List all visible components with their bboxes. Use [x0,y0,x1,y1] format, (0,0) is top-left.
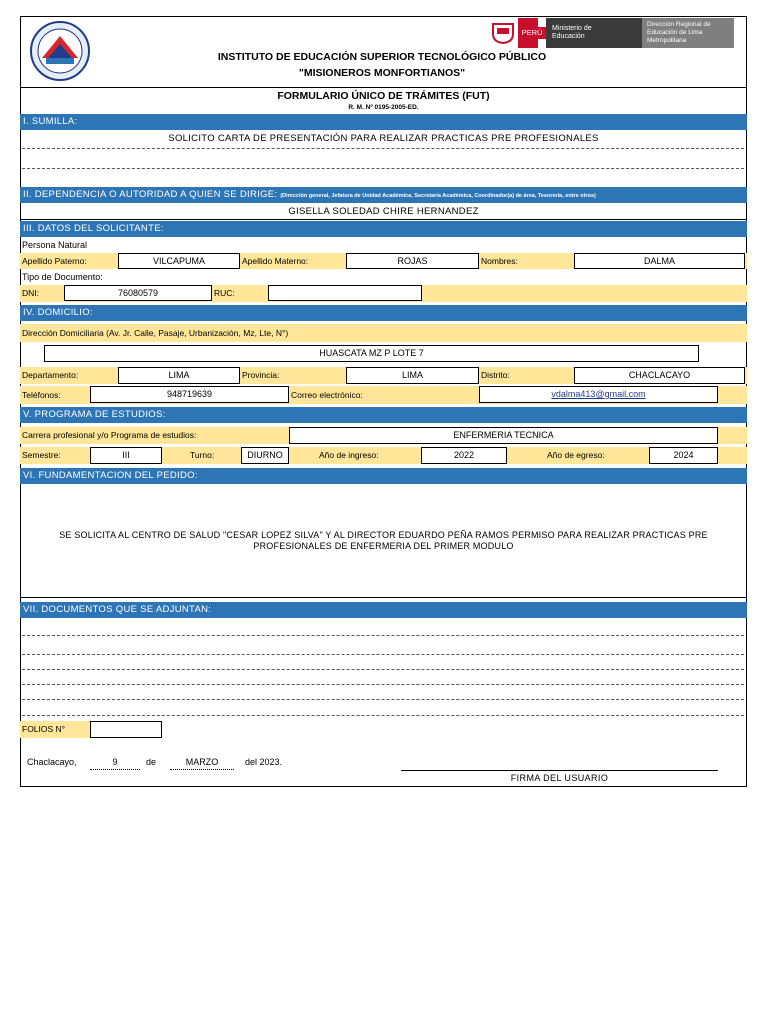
turno-field[interactable]: DIURNO [241,447,289,464]
ruc-field[interactable] [268,285,422,301]
carrera-label: Carrera profesional y/o Programa de estudios: [22,430,197,440]
section-solicitante-header: III. DATOS DEL SOLICITANTE: [20,221,747,237]
dni-label: DNI: [22,288,39,298]
documentos-line-3[interactable] [22,669,744,670]
nombres-label: Nombres: [481,256,518,266]
section-dependencia-header: II. DEPENDENCIA O AUTORIDAD A QUIEN SE DIRIGE: (Dirección general, Jefatura de Unidad Académica, Secretaría Académica, Coordinador(a) de área, Tesorería, entre otros) [20,187,747,203]
peru-shield-icon [490,22,516,44]
correo-field[interactable]: vdalma413@gmail.com [479,386,718,403]
direccion-label: Dirección Domiciliaria (Av. Jr. Calle, Pasaje, Urbanización, Mz, Lte, N°) [20,324,747,342]
provincia-label: Provincia: [242,370,280,380]
distrito-field[interactable]: CHACLACAYO [574,367,745,384]
apellido-paterno-field[interactable]: VILCAPUMA [118,253,240,269]
turno-label: Turno: [190,450,215,460]
semestre-label: Semestre: [22,450,61,460]
persona-natural-label: Persona Natural [22,240,88,250]
distrito-label: Distrito: [481,370,510,380]
signature-line[interactable] [401,770,718,771]
date-de: de [146,757,157,767]
institute-subname: "MISIONEROS MONFORTIANOS" [298,67,466,79]
gov-direction: Dirección Regional de Educación de Lima Metropolitana [642,18,734,48]
departamento-label: Departamento: [22,370,79,380]
sumilla-text[interactable]: SOLICITO CARTA DE PRESENTACIÓN PARA REALIZAR PRACTICAS PRE PROFESIONALES [168,133,599,144]
section-documentos-header: VII. DOCUMENTOS QUE SE ADJUNTAN: [20,602,747,618]
departamento-field[interactable]: LIMA [118,367,240,384]
signature-label: FIRMA DEL USUARIO [510,773,609,783]
section-fundamentacion-header: VI. FUNDAMENTACION DEL PEDIDO: [20,468,747,484]
tipo-documento-label: Tipo de Documento: [22,272,103,282]
date-year: del 2023. [245,757,283,767]
date-day[interactable]: 9 [90,757,140,770]
direccion-field[interactable]: HUASCATA MZ P LOTE 7 [44,345,699,362]
nombres-field[interactable]: DALMA [574,253,745,269]
folios-label: FOLIOS N° [20,721,90,738]
telefonos-field[interactable]: 948719639 [90,386,289,403]
government-logo [488,18,734,48]
egreso-field[interactable]: 2024 [649,447,718,464]
ingreso-label: Año de ingreso: [319,450,379,460]
institute-name: INSTITUTO DE EDUCACIÓN SUPERIOR TECNOLÓGICO PÚBLICO [217,51,547,63]
telefonos-label: Teléfonos: [22,390,61,400]
documentos-line-4[interactable] [22,684,744,685]
fundamentacion-line1: SE SOLICITA AL CENTRO DE SALUD "CESAR LOPEZ SILVA" Y AL DIRECTOR EDUARDO PEÑA RAMOS PERMISO PARA REALIZAR PRACTICAS PRE [59,530,708,540]
section-sumilla-header: I. SUMILLA: [20,114,747,130]
date-city: Chaclacayo, [27,757,77,767]
section-programa-header: V. PROGRAMA DE ESTUDIOS: [20,407,747,423]
fundamentacion-line2: PROFESIONALES DE ENFERMERIA DEL PRIMER MODULO [253,541,514,551]
documentos-line-6[interactable] [22,715,744,716]
ruc-label: RUC: [214,288,235,298]
documentos-line-2[interactable] [22,654,744,655]
documentos-line-1[interactable] [22,635,744,636]
apellido-materno-label: Apellido Materno: [242,256,309,266]
provincia-field[interactable]: LIMA [346,367,479,384]
correo-label: Correo electrónico: [291,390,363,400]
semestre-field[interactable]: III [90,447,162,464]
documentos-line-5[interactable] [22,699,744,700]
carrera-field[interactable]: ENFERMERIA TECNICA [289,427,718,444]
dependencia-value[interactable]: GISELLA SOLEDAD CHIRE HERNANDEZ [288,206,479,217]
section-domicilio-header: IV. DOMICILIO: [20,305,747,321]
institute-logo [30,20,90,82]
gov-country: PERÚ [518,27,546,39]
ingreso-field[interactable]: 2022 [421,447,507,464]
form-title: FORMULARIO ÚNICO DE TRÁMITES (FUT) [277,90,490,102]
apellido-paterno-label: Apellido Paterno: [22,256,87,266]
date-month[interactable]: MARZO [170,757,234,770]
gov-ministry: Ministerio de Educación [546,18,642,48]
egreso-label: Año de egreso: [547,450,605,460]
folios-field[interactable] [90,721,162,738]
apellido-materno-field[interactable]: ROJAS [346,253,479,269]
dni-field[interactable]: 76080579 [64,285,212,301]
form-resolution: R. M. Nº 0195-2005-ED. [348,104,419,111]
